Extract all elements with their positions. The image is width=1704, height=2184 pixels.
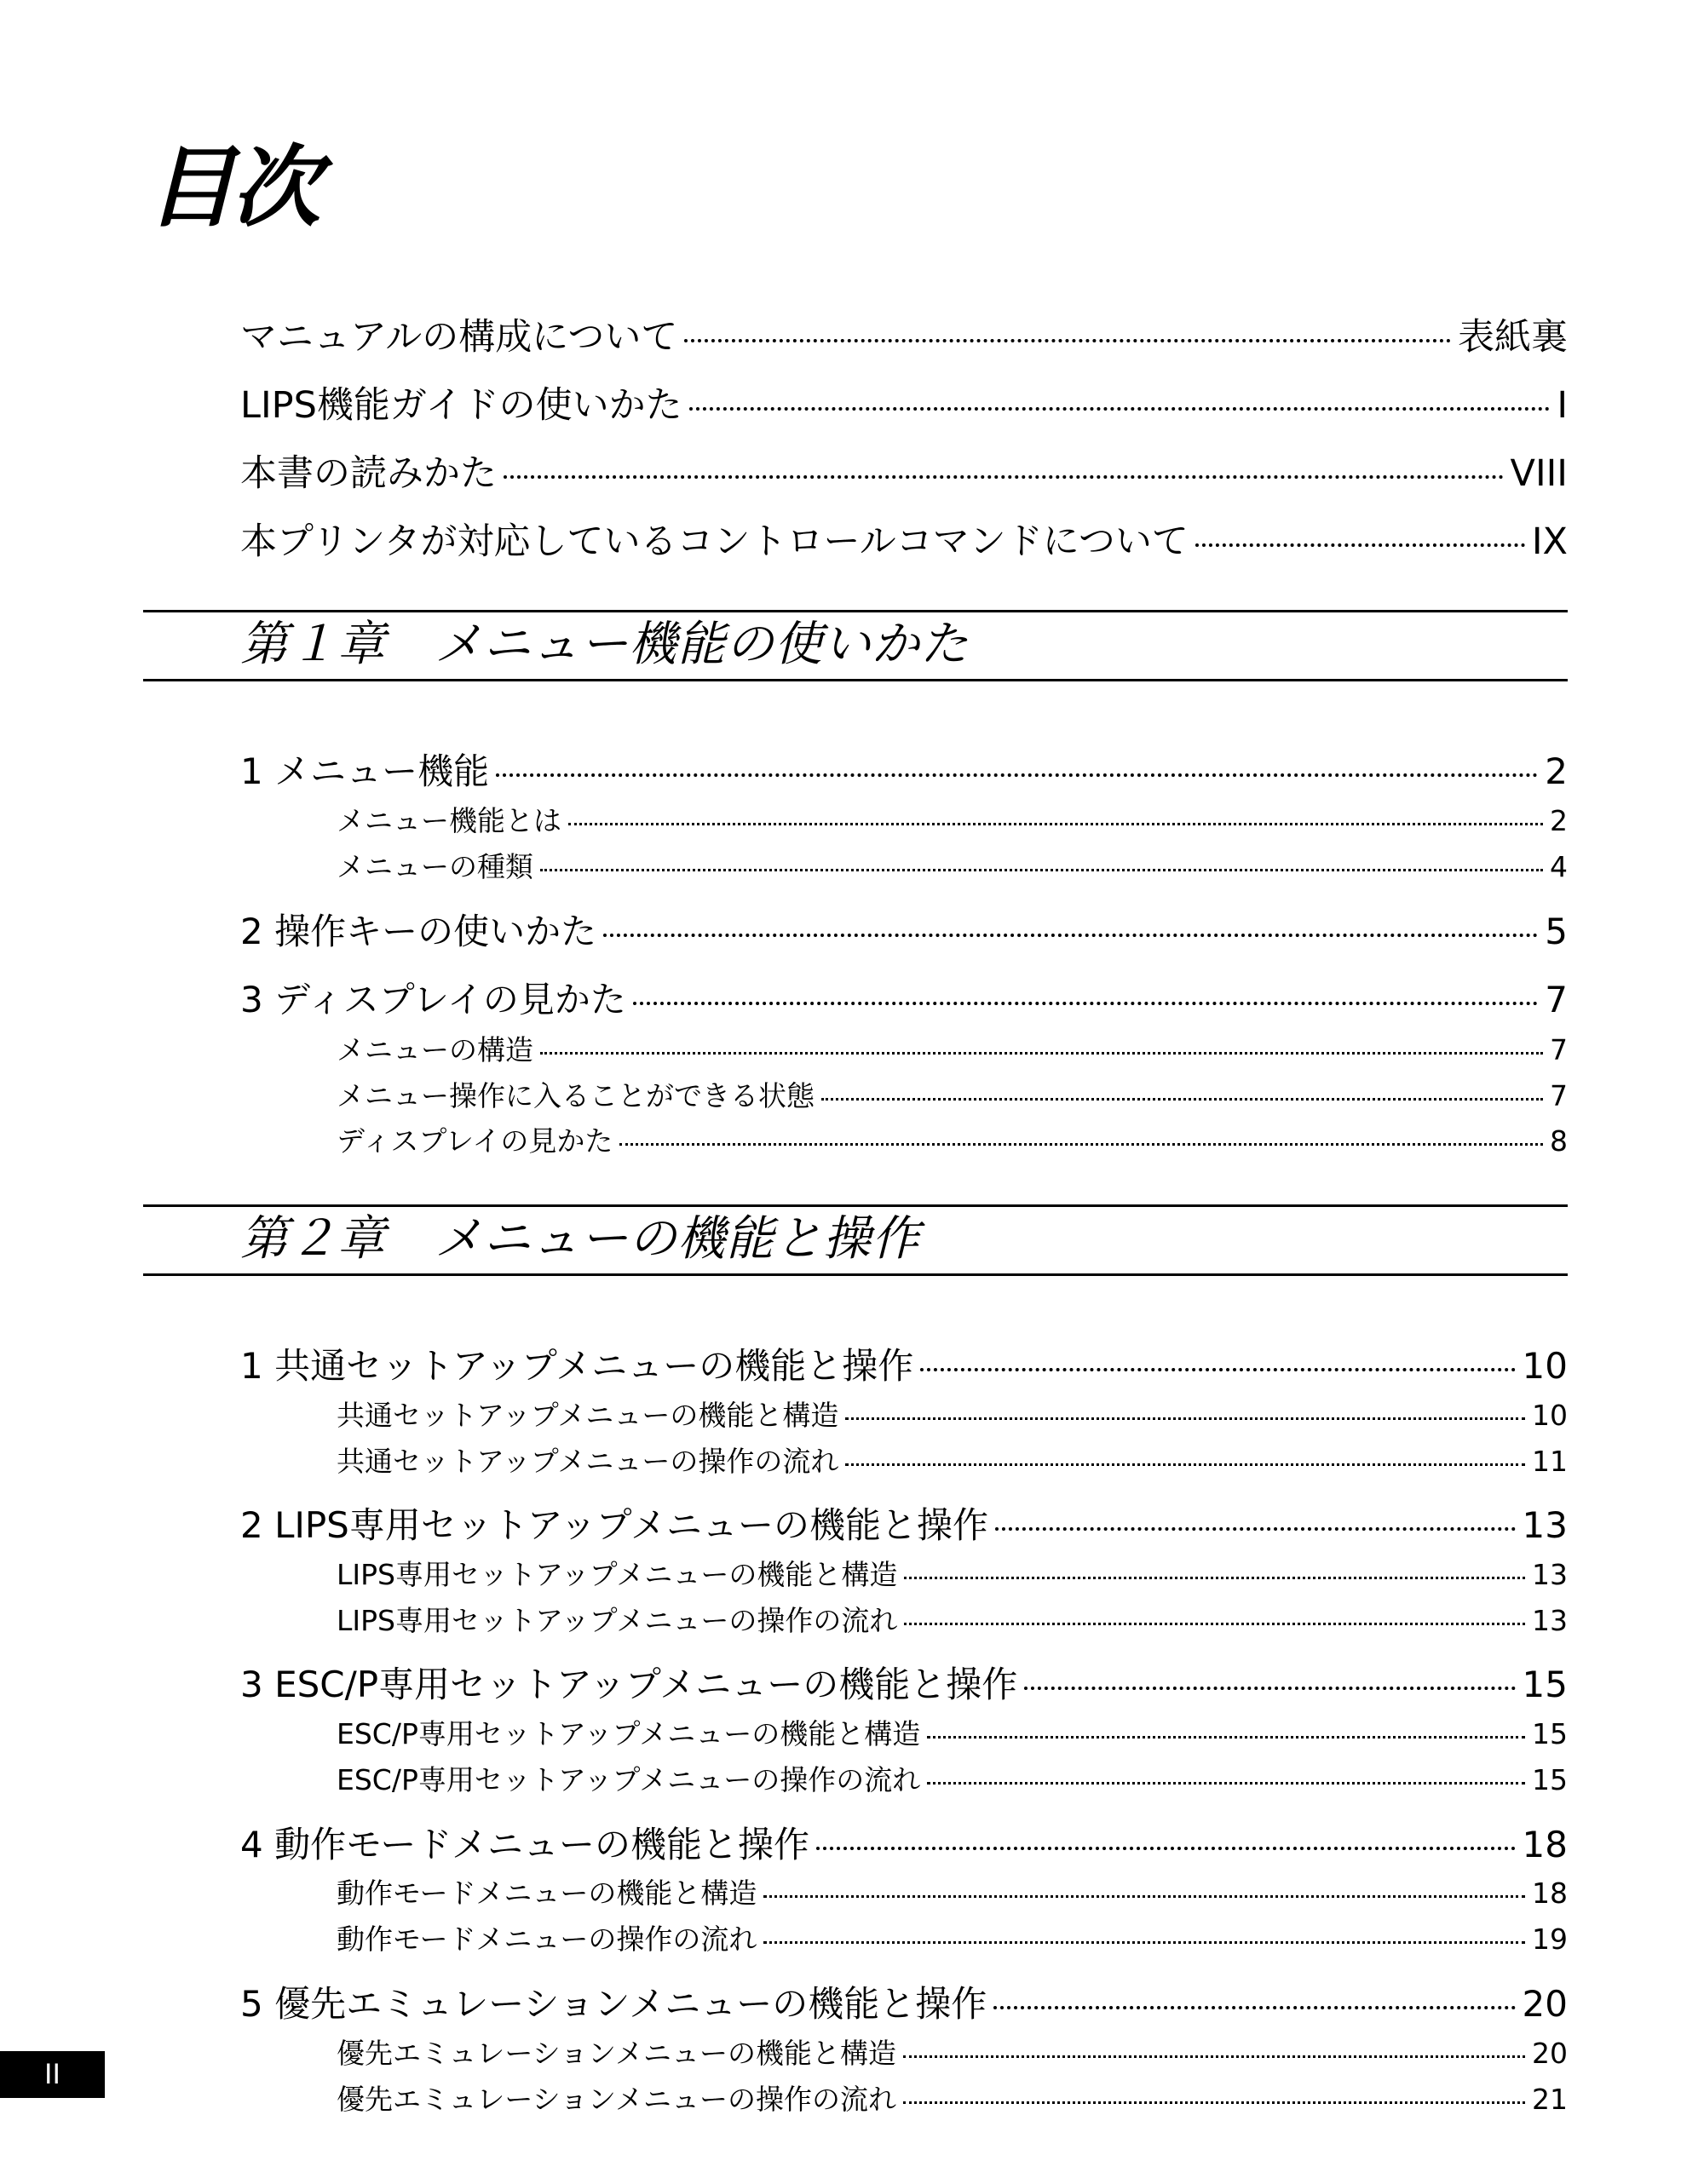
toc-leader-dots — [927, 1782, 1525, 1785]
toc-entry-label: 1 メニュー機能 — [240, 750, 490, 792]
toc-entry-front[interactable] — [240, 513, 1568, 565]
toc-leader-dots — [920, 1368, 1515, 1371]
toc-entry-section[interactable] — [240, 1976, 1568, 2027]
toc-entry-label: 本プリンタが対応しているコントロールコマンドについて — [240, 520, 1189, 563]
toc-entry-page: 18 — [1522, 1824, 1568, 1865]
toc-leader-dots — [496, 773, 1538, 777]
toc-entry-label: 優先エミュレーションメニューの機能と構造 — [337, 2037, 897, 2070]
toc-leader-dots — [904, 1623, 1525, 1625]
toc-entry-page: 15 — [1532, 1763, 1568, 1796]
toc-entry-label: 優先エミュレーションメニューの操作の流れ — [337, 2083, 897, 2116]
toc-entry-subsection[interactable] — [337, 2032, 1568, 2072]
toc-entry-page: 21 — [1532, 2083, 1568, 2116]
toc-entry-label: 動作モードメニューの操作の流れ — [337, 1922, 757, 1956]
toc-entry-subsection[interactable] — [337, 1440, 1568, 1480]
toc-entry-label: マニュアルの構成について — [240, 316, 678, 359]
toc-leader-dots — [763, 1895, 1525, 1898]
toc-entry-page: 10 — [1522, 1345, 1568, 1387]
toc-leader-dots — [619, 1143, 1543, 1146]
toc-entry-subsection[interactable] — [337, 1074, 1568, 1114]
toc-leader-dots — [845, 1417, 1525, 1420]
toc-entry-label: メニュー機能とは — [337, 804, 561, 837]
toc-entry-page: 13 — [1532, 1558, 1568, 1591]
toc-entry-page: I — [1557, 384, 1568, 427]
toc-entry-page: 4 — [1550, 850, 1568, 883]
toc-leader-dots — [763, 1941, 1525, 1944]
toc-entry-subsection[interactable] — [337, 845, 1568, 885]
toc-entry-page: 2 — [1550, 804, 1568, 837]
toc-entry-subsection[interactable] — [337, 2078, 1568, 2118]
toc-leader-dots — [540, 1052, 1543, 1055]
toc-entry-section[interactable] — [240, 1817, 1568, 1868]
toc-entry-label: 4 動作モードメニューの機能と操作 — [240, 1824, 809, 1865]
toc-leader-dots — [993, 2006, 1515, 2009]
toc-entry-label: 共通セットアップメニューの操作の流れ — [337, 1445, 839, 1478]
toc-entry-section[interactable] — [240, 972, 1568, 1023]
toc-entry-label: ESC/P専用セットアップメニューの機能と構造 — [337, 1717, 921, 1750]
toc-entry-subsection[interactable] — [337, 1553, 1568, 1593]
toc-entry-label: LIPS専用セットアップメニューの機能と構造 — [337, 1558, 898, 1591]
toc-entry-subsection[interactable] — [337, 799, 1568, 839]
toc-entry-page: 表紙裏 — [1458, 316, 1568, 359]
toc-entry-label: 3 ESC/P専用セットアップメニューの機能と操作 — [240, 1664, 1018, 1705]
toc-entry-subsection[interactable] — [337, 1712, 1568, 1752]
toc-entry-section[interactable] — [240, 1657, 1568, 1708]
toc-entry-label: 5 優先エミュレーションメニューの機能と操作 — [240, 1983, 987, 2025]
toc-entry-subsection[interactable] — [337, 1758, 1568, 1798]
toc-entry-page: 20 — [1532, 2037, 1568, 2070]
toc-leader-dots — [633, 1002, 1538, 1005]
chapter-title: 第２章 メニューの機能と操作 — [240, 1211, 920, 1267]
toc-entry-page: 7 — [1550, 1033, 1568, 1066]
chapter-heading — [143, 610, 1568, 681]
toc-entry-page: 20 — [1522, 1983, 1568, 2025]
page-title: 目次 — [147, 135, 318, 239]
toc-entry-label: 共通セットアップメニューの機能と構造 — [337, 1399, 839, 1432]
toc-leader-dots — [684, 339, 1451, 342]
toc-entry-section[interactable] — [240, 904, 1568, 955]
toc-leader-dots — [540, 869, 1543, 871]
toc-entry-section[interactable] — [240, 744, 1568, 795]
toc-leader-dots — [903, 2101, 1525, 2104]
toc-entry-label: LIPS専用セットアップメニューの操作の流れ — [337, 1604, 898, 1637]
toc-entry-label: 本書の読みかた — [240, 452, 497, 495]
toc-entry-label: ディスプレイの見かた — [337, 1124, 613, 1158]
toc-entry-page: 11 — [1532, 1445, 1568, 1478]
toc-leader-dots — [821, 1098, 1543, 1101]
toc-entry-subsection[interactable] — [337, 1394, 1568, 1434]
toc-leader-dots — [903, 2055, 1525, 2058]
toc-entry-page: IX — [1531, 520, 1568, 563]
toc-entry-subsection[interactable] — [337, 1599, 1568, 1639]
toc-entry-front[interactable] — [240, 445, 1568, 497]
toc-leader-dots — [568, 823, 1543, 825]
toc-entry-label: 2 操作キーの使いかた — [240, 911, 597, 952]
toc-leader-dots — [689, 407, 1551, 411]
toc-leader-dots — [504, 475, 1504, 479]
toc-entry-page: 7 — [1545, 979, 1568, 1020]
toc-entry-subsection[interactable] — [337, 1917, 1568, 1957]
toc-entry-page: 7 — [1550, 1079, 1568, 1112]
toc-leader-dots — [1024, 1687, 1515, 1690]
toc-entry-label: メニューの種類 — [337, 850, 533, 883]
toc-entry-page: 13 — [1522, 1504, 1568, 1546]
page-number-tab: II — [0, 2051, 105, 2098]
toc-entry-page: 5 — [1545, 911, 1568, 952]
toc-entry-label: ESC/P専用セットアップメニューの操作の流れ — [337, 1763, 921, 1796]
toc-leader-dots — [1195, 543, 1525, 547]
toc-entry-subsection[interactable] — [337, 1119, 1568, 1159]
chapter-title: 第１章 メニュー機能の使いかた — [240, 617, 969, 672]
toc-leader-dots — [816, 1847, 1516, 1850]
toc-entry-page: VIII — [1510, 452, 1568, 495]
toc-entry-label: メニュー操作に入ることができる状態 — [337, 1079, 815, 1112]
toc-entry-subsection[interactable] — [337, 1028, 1568, 1068]
toc-leader-dots — [995, 1527, 1516, 1531]
toc-leader-dots — [603, 934, 1538, 937]
toc-leader-dots — [904, 1577, 1525, 1579]
toc-entry-page: 13 — [1532, 1604, 1568, 1637]
toc-entry-label: メニューの構造 — [337, 1033, 533, 1066]
toc-entry-page: 19 — [1532, 1922, 1568, 1956]
toc-entry-page: 2 — [1545, 750, 1568, 792]
toc-leader-dots — [845, 1463, 1525, 1466]
chapter-heading — [143, 1204, 1568, 1276]
toc-entry-section[interactable] — [240, 1497, 1568, 1549]
toc-entry-label: 3 ディスプレイの見かた — [240, 979, 626, 1020]
toc-entry-subsection[interactable] — [337, 1871, 1568, 1911]
toc-entry-label: LIPS機能ガイドの使いかた — [240, 384, 682, 427]
toc-leader-dots — [927, 1736, 1525, 1739]
toc-entry-label: 動作モードメニューの機能と構造 — [337, 1877, 757, 1910]
toc-entry-front[interactable] — [240, 308, 1568, 360]
toc-entry-page: 8 — [1550, 1124, 1568, 1158]
toc-entry-label: 1 共通セットアップメニューの機能と操作 — [240, 1345, 914, 1387]
toc-entry-page: 15 — [1532, 1717, 1568, 1750]
toc-entry-front[interactable] — [240, 376, 1568, 428]
toc-entry-page: 15 — [1522, 1664, 1568, 1705]
toc-entry-section[interactable] — [240, 1338, 1568, 1389]
toc-entry-page: 10 — [1532, 1399, 1568, 1432]
toc-entry-label: 2 LIPS専用セットアップメニューの機能と操作 — [240, 1504, 988, 1546]
toc-entry-page: 18 — [1532, 1877, 1568, 1910]
